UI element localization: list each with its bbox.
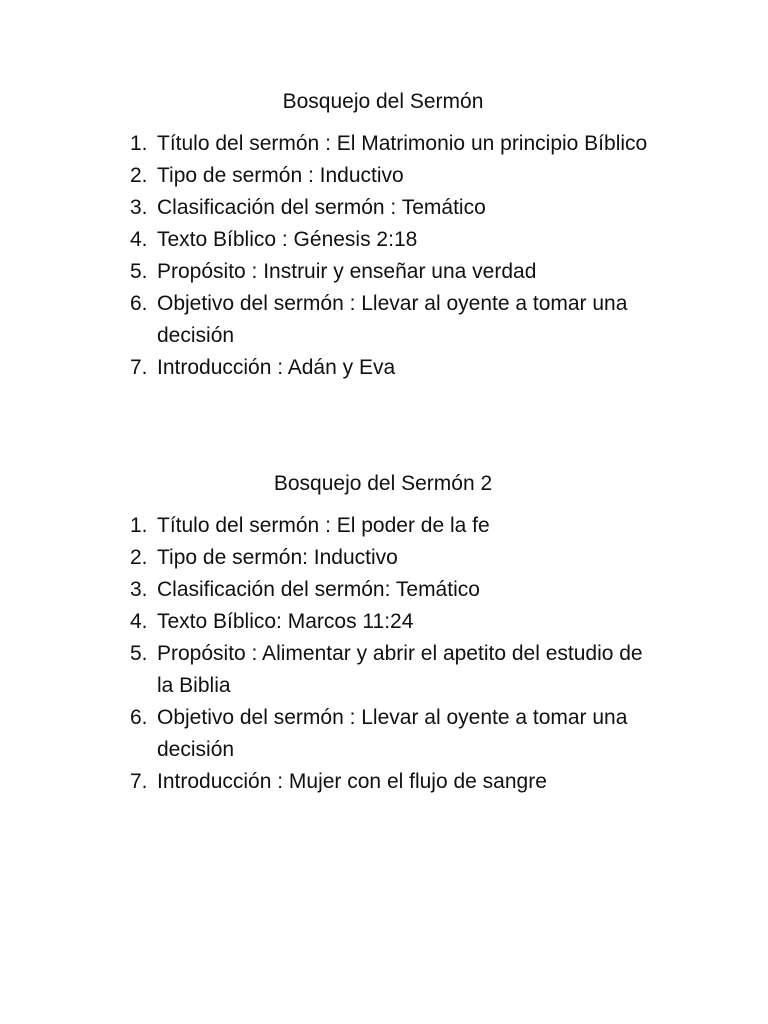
list-item bbox=[130, 638, 650, 702]
list-item bbox=[130, 702, 650, 766]
item-text: Título del sermón : El poder de la fe bbox=[157, 514, 490, 537]
item-number: 6. bbox=[130, 706, 148, 729]
item-text: Introducción : Mujer con el flujo de sangre bbox=[157, 770, 547, 793]
list-item bbox=[130, 160, 650, 192]
list-item bbox=[130, 574, 650, 606]
item-text: Introducción : Adán y Eva bbox=[157, 356, 396, 379]
list-item bbox=[130, 510, 650, 542]
item-text: Tipo de sermón : Inductivo bbox=[157, 164, 404, 187]
item-text: Tipo de sermón: Inductivo bbox=[157, 546, 398, 569]
item-text: Objetivo del sermón : Llevar al oyente a tomar una decisión bbox=[157, 292, 628, 347]
item-number: 2. bbox=[130, 164, 148, 187]
item-number: 7. bbox=[130, 356, 148, 379]
item-text: Texto Bíblico: Marcos 11:24 bbox=[157, 610, 414, 633]
item-number: 5. bbox=[130, 642, 148, 665]
item-text: Propósito : Instruir y enseñar una verdad bbox=[157, 260, 537, 283]
item-number: 2. bbox=[130, 546, 148, 569]
item-number: 4. bbox=[130, 610, 148, 633]
list-item bbox=[130, 606, 650, 638]
section-title: Bosquejo del Sermón 2 bbox=[273, 472, 493, 495]
item-number: 3. bbox=[130, 578, 148, 601]
item-text: Clasificación del sermón: Temático bbox=[157, 578, 480, 601]
item-number: 1. bbox=[130, 514, 148, 537]
list-item bbox=[130, 766, 650, 798]
item-number: 1. bbox=[130, 132, 148, 155]
list-item bbox=[130, 224, 650, 256]
list-item bbox=[130, 542, 650, 574]
item-text: Título del sermón : El Matrimonio un principio Bíblico bbox=[157, 132, 648, 155]
list-item bbox=[130, 128, 650, 160]
list-item bbox=[130, 288, 650, 352]
item-text: Texto Bíblico : Génesis 2:18 bbox=[157, 228, 418, 251]
outline-list bbox=[130, 128, 650, 384]
item-number: 3. bbox=[130, 196, 148, 219]
list-item bbox=[130, 256, 650, 288]
item-number: 6. bbox=[130, 292, 148, 315]
item-text: Objetivo del sermón : Llevar al oyente a tomar una decisión bbox=[157, 706, 628, 761]
item-number: 4. bbox=[130, 228, 148, 251]
outline-list bbox=[130, 510, 650, 798]
list-item bbox=[130, 192, 650, 224]
item-text: Propósito : Alimentar y abrir el apetito del estudio de la Biblia bbox=[157, 642, 643, 697]
list-item bbox=[130, 352, 650, 384]
item-text: Clasificación del sermón : Temático bbox=[157, 196, 486, 219]
outline-section-1 bbox=[130, 86, 650, 384]
item-number: 5. bbox=[130, 260, 148, 283]
section-title: Bosquejo del Sermón bbox=[282, 90, 484, 113]
outline-section-2 bbox=[130, 468, 650, 798]
item-number: 7. bbox=[130, 770, 148, 793]
